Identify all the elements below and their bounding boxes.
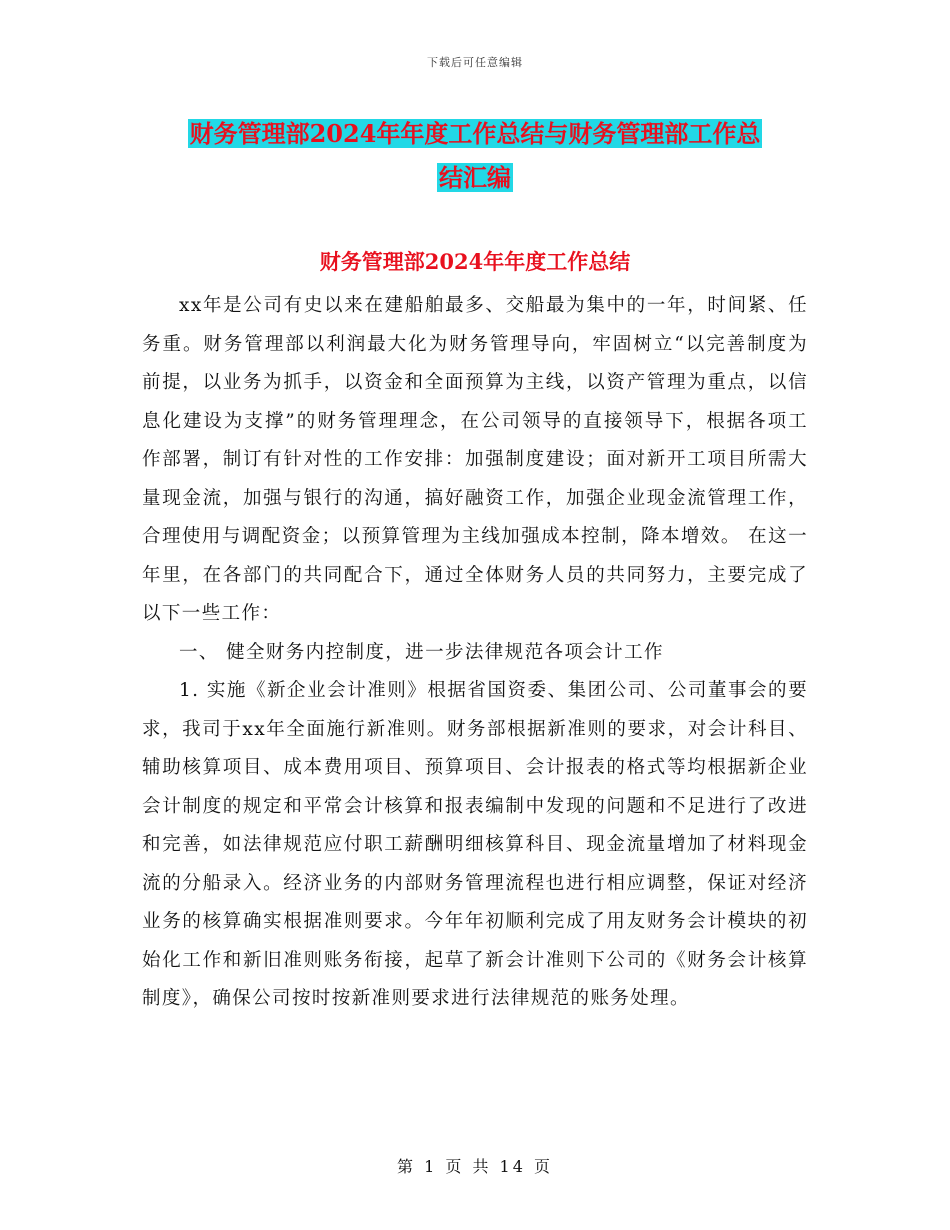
paragraph-intro: xx年是公司有史以来在建船舶最多、交船最为集中的一年，时间紧、任务重。财务管理部以利润最大化为财务管理导向，牢固树立“以完善制度为前提，以业务为抓手，以资金和全面预算为主线，以资产管理为重点，以信息化建设为支撑”的财务管理理念，在公司领导的直接领导下，根据各项工作部署，制订有针对性的工作安排：加强制度建设；面对新开工项目所需大量现金流，加强与银行的沟通，搞好融资工作，加强企业现金流管理工作，合理使用与调配资金；以预算管理为主线加强成本控制，降本增效。 在这一年里，在各部门的共同配合下，通过全体财务人员的共同努力，主要完成了以下一些工作： [142, 295, 808, 624]
document-title-line1: 财务管理部2024年年度工作总结与财务管理部工作总 [189, 119, 761, 148]
header-note: 下载后可任意编辑 [427, 56, 523, 69]
paragraph-heading-1: 一、 健全财务内控制度，进一步法律规范各项会计工作 [179, 641, 664, 663]
document-body [142, 287, 808, 1019]
section-title: 财务管理部2024年年度工作总结 [319, 249, 631, 274]
paragraph-item-1: 1. 实施《新企业会计准则》根据省国资委、集团公司、公司董事会的要求，我司于xx年全面施行新准则。财务部根据新准则的要求，对会计科目、辅助核算项目、成本费用项目、预算项目、会计报表的格式等均根据新企业会计制度的规定和平常会计核算和报表编制中发现的问题和不足进行了改进和完善，如法律规范应付职工薪酬明细核算科目、现金流量增加了材料现金流的分船录入。经济业务的内部财务管理流程也进行相应调整，保证对经济业务的核算确实根据准则要求。今年年初顺利完成了用友财务会计模块的初始化工作和新旧准则账务衔接，起草了新会计准则下公司的《财务会计核算制度》，确保公司按时按新准则要求进行法律规范的账务处理。 [142, 680, 808, 1009]
document-title [0, 112, 950, 200]
document-title-line2: 结汇编 [439, 163, 511, 192]
page-footer: 第 1 页 共 14 页 [397, 1157, 553, 1176]
